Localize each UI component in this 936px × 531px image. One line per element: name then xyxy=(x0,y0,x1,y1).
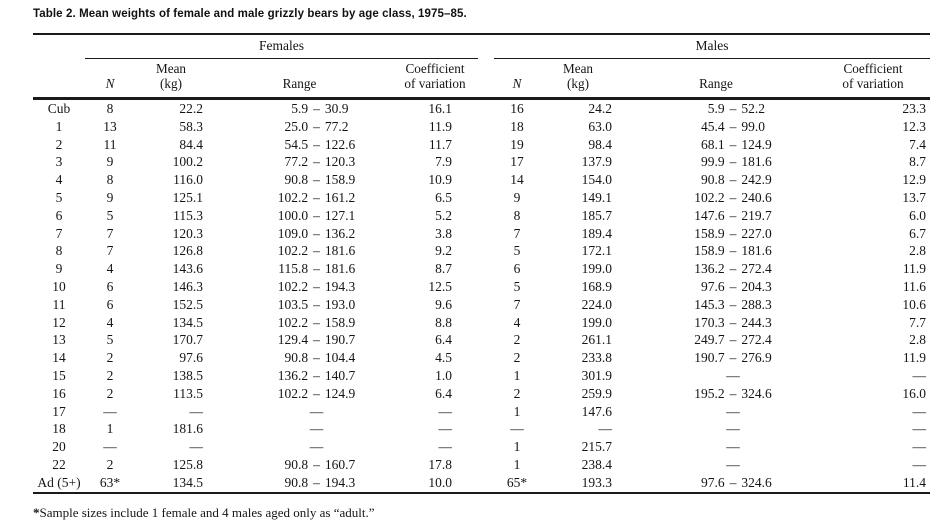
mean-label: Mean xyxy=(155,61,187,76)
male-mean-cell: — xyxy=(598,421,612,437)
male-range-cell: 45.4 – 99.0 xyxy=(701,118,765,134)
age-class-cell: 14 xyxy=(52,350,66,366)
female-cv-cell: 4.5 xyxy=(435,350,452,366)
male-cv-cell: 13.7 xyxy=(902,189,926,205)
table-row xyxy=(33,189,930,207)
group-spacer xyxy=(478,278,494,296)
table-row xyxy=(33,225,930,243)
male-mean-cell: 24.2 xyxy=(588,101,612,116)
females-group-header: Females xyxy=(85,34,478,59)
table-row xyxy=(33,153,930,171)
female-cv-cell: — xyxy=(438,403,452,419)
group-spacer xyxy=(478,349,494,367)
male-cv-cell: 6.7 xyxy=(909,225,926,241)
female-cv-cell: — xyxy=(438,421,452,437)
male-range-cell: 145.3 – 288.3 xyxy=(694,296,772,312)
female-cv-cell: 16.1 xyxy=(428,101,452,116)
female-range-cell: 5.9 – 30.9 xyxy=(291,101,349,116)
of-variation-label: of variation xyxy=(842,76,904,91)
male-cv-cell: 11.4 xyxy=(816,474,930,493)
grizzly-weights-table xyxy=(33,33,930,494)
group-spacer xyxy=(478,136,494,154)
group-spacer xyxy=(478,242,494,260)
male-range-cell: 136.2 – 272.4 xyxy=(694,261,772,277)
table-row xyxy=(33,403,930,421)
group-spacer xyxy=(478,438,494,456)
female-mean-cell: 97.6 xyxy=(179,350,203,366)
male-n-cell: 19 xyxy=(510,136,524,152)
male-n-cell: — xyxy=(510,421,524,437)
female-range-cell: 102.2 – 194.3 xyxy=(277,278,356,294)
female-mean-cell: 170.7 xyxy=(172,332,203,348)
male-n-cell: 2 xyxy=(513,332,521,348)
female-n-cell: 7 xyxy=(106,243,114,259)
table-row xyxy=(33,385,930,403)
male-cv-cell: 6.0 xyxy=(909,207,926,223)
male-mean-cell: 261.1 xyxy=(581,332,612,348)
female-range-cell: 90.8 – 104.4 xyxy=(284,350,356,366)
male-mean-cell: 199.0 xyxy=(581,261,612,277)
female-range-cell: 109.0 – 136.2 xyxy=(277,225,356,241)
male-mean-cell: 301.9 xyxy=(581,367,612,383)
female-n-cell: 13 xyxy=(103,118,117,134)
male-cv-cell: 10.6 xyxy=(902,296,926,312)
female-cv-cell: 8.7 xyxy=(435,261,452,277)
male-mean-cell: 154.0 xyxy=(581,172,612,188)
female-mean-cell: 84.4 xyxy=(179,136,203,152)
table-row xyxy=(33,207,930,225)
male-range-cell: — xyxy=(726,367,740,383)
table-body xyxy=(33,99,930,493)
table-row xyxy=(33,367,930,385)
female-range-cell: 103.5 – 193.0 xyxy=(277,296,356,312)
male-mean-cell: 147.6 xyxy=(581,403,612,419)
age-class-cell: 2 xyxy=(55,136,63,152)
female-range-cell: 129.4 – 190.7 xyxy=(277,332,356,348)
age-class-cell: Cub xyxy=(47,101,71,116)
table-row xyxy=(33,278,930,296)
male-range-cell: 5.9 – 52.2 xyxy=(707,101,765,116)
male-mean-cell: 233.8 xyxy=(581,350,612,366)
female-n-cell: 5 xyxy=(106,332,114,348)
male-n-cell: 1 xyxy=(513,456,521,472)
age-class-cell: 9 xyxy=(55,261,63,277)
age-class-cell: 11 xyxy=(52,296,66,312)
male-cv-cell: 12.9 xyxy=(902,172,926,188)
table-row xyxy=(33,118,930,136)
group-spacer xyxy=(478,420,494,438)
female-mean-cell: 125.1 xyxy=(172,189,203,205)
female-range-cell: 102.2 – 161.2 xyxy=(277,189,356,205)
female-mean-cell: 143.6 xyxy=(172,261,203,277)
male-n-cell: 5 xyxy=(513,243,521,259)
male-mean-cell: 238.4 xyxy=(581,456,612,472)
group-header-row xyxy=(33,34,930,59)
female-cv-header xyxy=(392,59,478,99)
male-mean-cell: 168.9 xyxy=(581,278,612,294)
group-spacer xyxy=(478,474,494,493)
female-range-cell: — xyxy=(309,439,324,455)
male-range-cell: 249.7 – 272.4 xyxy=(694,332,772,348)
male-n-cell: 8 xyxy=(513,207,521,223)
female-n-cell: 2 xyxy=(106,367,114,383)
female-n-cell: — xyxy=(103,403,117,419)
female-n-cell: 2 xyxy=(106,385,114,401)
female-mean-cell: 134.5 xyxy=(172,314,203,330)
table-row xyxy=(33,456,930,474)
age-class-cell: 12 xyxy=(52,314,66,330)
female-cv-cell: 6.5 xyxy=(435,189,452,205)
age-class-cell: 7 xyxy=(55,225,63,241)
female-cv-cell: 9.6 xyxy=(435,296,452,312)
male-range-cell: 170.3 – 244.3 xyxy=(694,314,772,330)
female-range-cell: — xyxy=(309,421,324,437)
female-mean-cell: 58.3 xyxy=(179,118,203,134)
female-n-cell: 11 xyxy=(103,136,117,152)
group-spacer xyxy=(478,331,494,349)
female-mean-cell: 134.5 xyxy=(135,474,207,493)
age-class-cell: 5 xyxy=(55,189,63,205)
male-mean-cell: 63.0 xyxy=(588,118,612,134)
female-mean-cell: 22.2 xyxy=(179,101,203,116)
male-cv-cell: — xyxy=(912,403,926,419)
male-n-cell: 1 xyxy=(513,439,521,455)
female-cv-cell: 9.2 xyxy=(435,243,452,259)
female-mean-cell: 126.8 xyxy=(172,243,203,259)
age-class-cell: 13 xyxy=(52,332,66,348)
males-group-header: Males xyxy=(494,34,930,59)
female-cv-cell: — xyxy=(438,439,452,455)
male-mean-cell: 259.9 xyxy=(581,385,612,401)
female-n-cell: 1 xyxy=(106,421,114,437)
female-range-cell: — xyxy=(309,403,324,419)
male-n-cell: 6 xyxy=(513,261,521,277)
male-n-cell: 16 xyxy=(510,101,524,116)
age-class-cell: Ad (5+) xyxy=(33,474,85,493)
female-cv-cell: 1.0 xyxy=(435,367,452,383)
female-n-cell: 2 xyxy=(106,350,114,366)
female-n-cell: 7 xyxy=(106,225,114,241)
group-spacer xyxy=(478,314,494,332)
female-mean-cell: 113.5 xyxy=(173,385,203,401)
group-spacer xyxy=(478,385,494,403)
female-mean-cell: 152.5 xyxy=(172,296,203,312)
table-row xyxy=(33,171,930,189)
column-header-row xyxy=(33,59,930,99)
male-range-cell: — xyxy=(726,421,740,437)
age-class-cell: 4 xyxy=(55,172,63,188)
male-mean-cell: 224.0 xyxy=(581,296,612,312)
male-cv-cell: — xyxy=(912,421,926,437)
male-n-cell: 17 xyxy=(510,154,524,170)
male-n-cell: 7 xyxy=(513,296,521,312)
group-spacer xyxy=(478,260,494,278)
female-range-cell: 54.5 – 122.6 xyxy=(284,136,356,152)
female-range-cell: 102.2 – 158.9 xyxy=(277,314,356,330)
footnote-asterisk: * xyxy=(33,505,40,520)
female-cv-cell: 7.9 xyxy=(435,154,452,170)
male-cv-cell: 8.7 xyxy=(909,154,926,170)
female-n-cell: 8 xyxy=(106,101,114,116)
male-range-cell: 68.1 – 124.9 xyxy=(701,136,772,152)
female-mean-cell: 115.3 xyxy=(173,207,203,223)
female-mean-cell: 120.3 xyxy=(172,225,203,241)
female-n-cell: 8 xyxy=(106,172,114,188)
female-n-cell: 4 xyxy=(106,314,114,330)
male-range-cell: 90.8 – 242.9 xyxy=(701,172,772,188)
female-mean-cell: — xyxy=(189,403,203,419)
female-mean-header xyxy=(135,59,207,99)
male-range-cell: 158.9 – 181.6 xyxy=(694,243,772,259)
table-caption: Table 2. Mean weights of female and male grizzly bears by age class, 1975–85. xyxy=(33,8,467,20)
female-cv-cell: 11.7 xyxy=(428,136,452,152)
male-range-cell: — xyxy=(726,456,740,472)
male-mean-cell: 98.4 xyxy=(588,136,612,152)
table-row xyxy=(33,242,930,260)
male-range-cell: 190.7 – 276.9 xyxy=(694,350,772,366)
age-class-cell: 1 xyxy=(55,118,63,134)
male-cv-cell: 2.8 xyxy=(909,243,926,259)
table-footnote xyxy=(33,505,375,521)
female-n-cell: 5 xyxy=(106,207,114,223)
male-range-cell: — xyxy=(726,439,740,455)
group-spacer xyxy=(478,296,494,314)
female-range-cell: 77.2 – 120.3 xyxy=(284,154,356,170)
female-mean-cell: — xyxy=(189,439,203,455)
male-mean-cell: 189.4 xyxy=(581,225,612,241)
table-row xyxy=(33,99,930,118)
male-mean-cell: 172.1 xyxy=(581,243,612,259)
group-spacer xyxy=(478,225,494,243)
table-row xyxy=(33,331,930,349)
table-head xyxy=(33,34,930,99)
male-mean-header xyxy=(540,59,616,99)
female-n-cell: 2 xyxy=(106,456,114,472)
group-spacer xyxy=(478,153,494,171)
female-n-cell: 6 xyxy=(106,278,114,294)
female-mean-cell: 116.0 xyxy=(173,172,203,188)
male-n-cell: 14 xyxy=(510,172,524,188)
female-mean-cell: 181.6 xyxy=(172,421,203,437)
female-cv-cell: 5.2 xyxy=(435,207,452,223)
female-n-cell: — xyxy=(103,439,117,455)
female-cv-cell: 11.9 xyxy=(428,118,452,134)
female-cv-cell: 10.0 xyxy=(392,474,478,493)
male-cv-cell: — xyxy=(912,456,926,472)
group-spacer xyxy=(478,456,494,474)
male-cv-cell: 11.9 xyxy=(902,261,926,277)
female-n-cell: 4 xyxy=(106,261,114,277)
group-spacer xyxy=(478,171,494,189)
male-range-cell: — xyxy=(726,403,740,419)
male-n-cell: 2 xyxy=(513,350,521,366)
male-range-cell: 99.9 – 181.6 xyxy=(701,154,772,170)
male-range-cell: 97.6 – 324.6 xyxy=(616,474,816,493)
female-n-cell: 6 xyxy=(106,296,114,312)
age-class-cell: 10 xyxy=(52,278,66,294)
table-row xyxy=(33,420,930,438)
male-range-cell: 97.6 – 204.3 xyxy=(701,278,772,294)
group-spacer xyxy=(478,367,494,385)
female-cv-cell: 10.9 xyxy=(428,172,452,188)
table-row xyxy=(33,438,930,456)
female-range-cell: 25.0 – 77.2 xyxy=(284,118,349,134)
age-class-cell: 17 xyxy=(52,403,66,419)
mean-label: Mean xyxy=(562,61,594,76)
female-n-cell: 63* xyxy=(85,474,135,493)
male-range-cell: 147.6 – 219.7 xyxy=(694,207,772,223)
male-mean-cell: 199.0 xyxy=(581,314,612,330)
table-row xyxy=(33,260,930,278)
age-column-stub xyxy=(33,59,85,99)
male-cv-cell: 23.3 xyxy=(902,101,926,116)
female-range-cell: 102.2 – 124.9 xyxy=(277,385,356,401)
male-cv-cell: 12.3 xyxy=(902,118,926,134)
male-cv-cell: 11.9 xyxy=(902,350,926,366)
group-spacer xyxy=(478,207,494,225)
group-spacer xyxy=(478,99,494,118)
group-spacer xyxy=(478,118,494,136)
coefficient-label: Coefficient xyxy=(843,61,903,76)
group-spacer xyxy=(478,34,494,59)
age-class-cell: 16 xyxy=(52,385,66,401)
male-cv-cell: 16.0 xyxy=(902,385,926,401)
female-n-cell: 9 xyxy=(106,154,114,170)
male-cv-cell: 7.4 xyxy=(909,136,926,152)
male-cv-header xyxy=(816,59,930,99)
female-cv-cell: 3.8 xyxy=(435,225,452,241)
male-cv-cell: 7.7 xyxy=(909,314,926,330)
female-mean-cell: 146.3 xyxy=(172,278,203,294)
female-n-cell: 9 xyxy=(106,189,114,205)
kg-label: (kg) xyxy=(160,76,182,91)
female-cv-cell: 6.4 xyxy=(435,385,452,401)
female-range-header: Range xyxy=(207,59,392,99)
female-cv-cell: 8.8 xyxy=(435,314,452,330)
male-cv-cell: — xyxy=(912,439,926,455)
male-mean-cell: 193.3 xyxy=(540,474,616,493)
age-column-stub xyxy=(33,34,85,59)
table-row xyxy=(33,474,930,493)
age-class-cell: 18 xyxy=(52,421,66,437)
male-mean-cell: 137.9 xyxy=(581,154,612,170)
male-n-cell: 9 xyxy=(513,189,521,205)
table-row xyxy=(33,314,930,332)
of-variation-label: of variation xyxy=(404,76,466,91)
coefficient-label: Coefficient xyxy=(405,61,465,76)
male-n-cell: 5 xyxy=(513,278,521,294)
male-mean-cell: 215.7 xyxy=(581,439,612,455)
age-class-cell: 22 xyxy=(52,456,66,472)
age-class-cell: 3 xyxy=(55,154,63,170)
female-n-header: N xyxy=(85,59,135,99)
male-n-header: N xyxy=(494,59,540,99)
female-cv-cell: 12.5 xyxy=(428,278,452,294)
male-mean-cell: 185.7 xyxy=(581,207,612,223)
group-spacer xyxy=(478,403,494,421)
female-mean-cell: 100.2 xyxy=(172,154,203,170)
table-row xyxy=(33,136,930,154)
male-cv-cell: — xyxy=(912,367,926,383)
female-cv-cell: 17.8 xyxy=(428,456,452,472)
female-range-cell: 90.8 – 194.3 xyxy=(207,474,392,493)
female-range-cell: 115.8 – 181.6 xyxy=(278,261,356,277)
footnote-text: Sample sizes include 1 female and 4 males aged only as “adult.” xyxy=(39,505,375,520)
female-range-cell: 136.2 – 140.7 xyxy=(277,367,356,383)
male-n-cell: 4 xyxy=(513,314,521,330)
table-row xyxy=(33,349,930,367)
male-range-cell: 195.2 – 324.6 xyxy=(694,385,772,401)
female-range-cell: 102.2 – 181.6 xyxy=(277,243,356,259)
male-range-header: Range xyxy=(616,59,816,99)
male-n-cell: 2 xyxy=(513,385,521,401)
male-n-cell: 1 xyxy=(513,367,521,383)
male-n-cell: 1 xyxy=(513,403,521,419)
male-n-cell: 18 xyxy=(510,118,524,134)
group-spacer xyxy=(478,59,494,99)
male-n-cell: 65* xyxy=(494,474,540,493)
age-class-cell: 6 xyxy=(55,207,63,223)
female-mean-cell: 138.5 xyxy=(172,367,203,383)
male-n-cell: 7 xyxy=(513,225,521,241)
male-mean-cell: 149.1 xyxy=(581,189,612,205)
male-range-cell: 158.9 – 227.0 xyxy=(694,225,772,241)
age-class-cell: 8 xyxy=(55,243,63,259)
male-cv-cell: 11.6 xyxy=(902,278,926,294)
female-range-cell: 90.8 – 158.9 xyxy=(284,172,356,188)
table-row xyxy=(33,296,930,314)
group-spacer xyxy=(478,189,494,207)
age-class-cell: 15 xyxy=(52,367,66,383)
female-range-cell: 100.0 – 127.1 xyxy=(277,207,356,223)
female-mean-cell: 125.8 xyxy=(172,456,203,472)
kg-label: (kg) xyxy=(567,76,589,91)
male-cv-cell: 2.8 xyxy=(909,332,926,348)
female-cv-cell: 6.4 xyxy=(435,332,452,348)
male-range-cell: 102.2 – 240.6 xyxy=(694,189,772,205)
female-range-cell: 90.8 – 160.7 xyxy=(284,456,356,472)
age-class-cell: 20 xyxy=(52,439,66,455)
